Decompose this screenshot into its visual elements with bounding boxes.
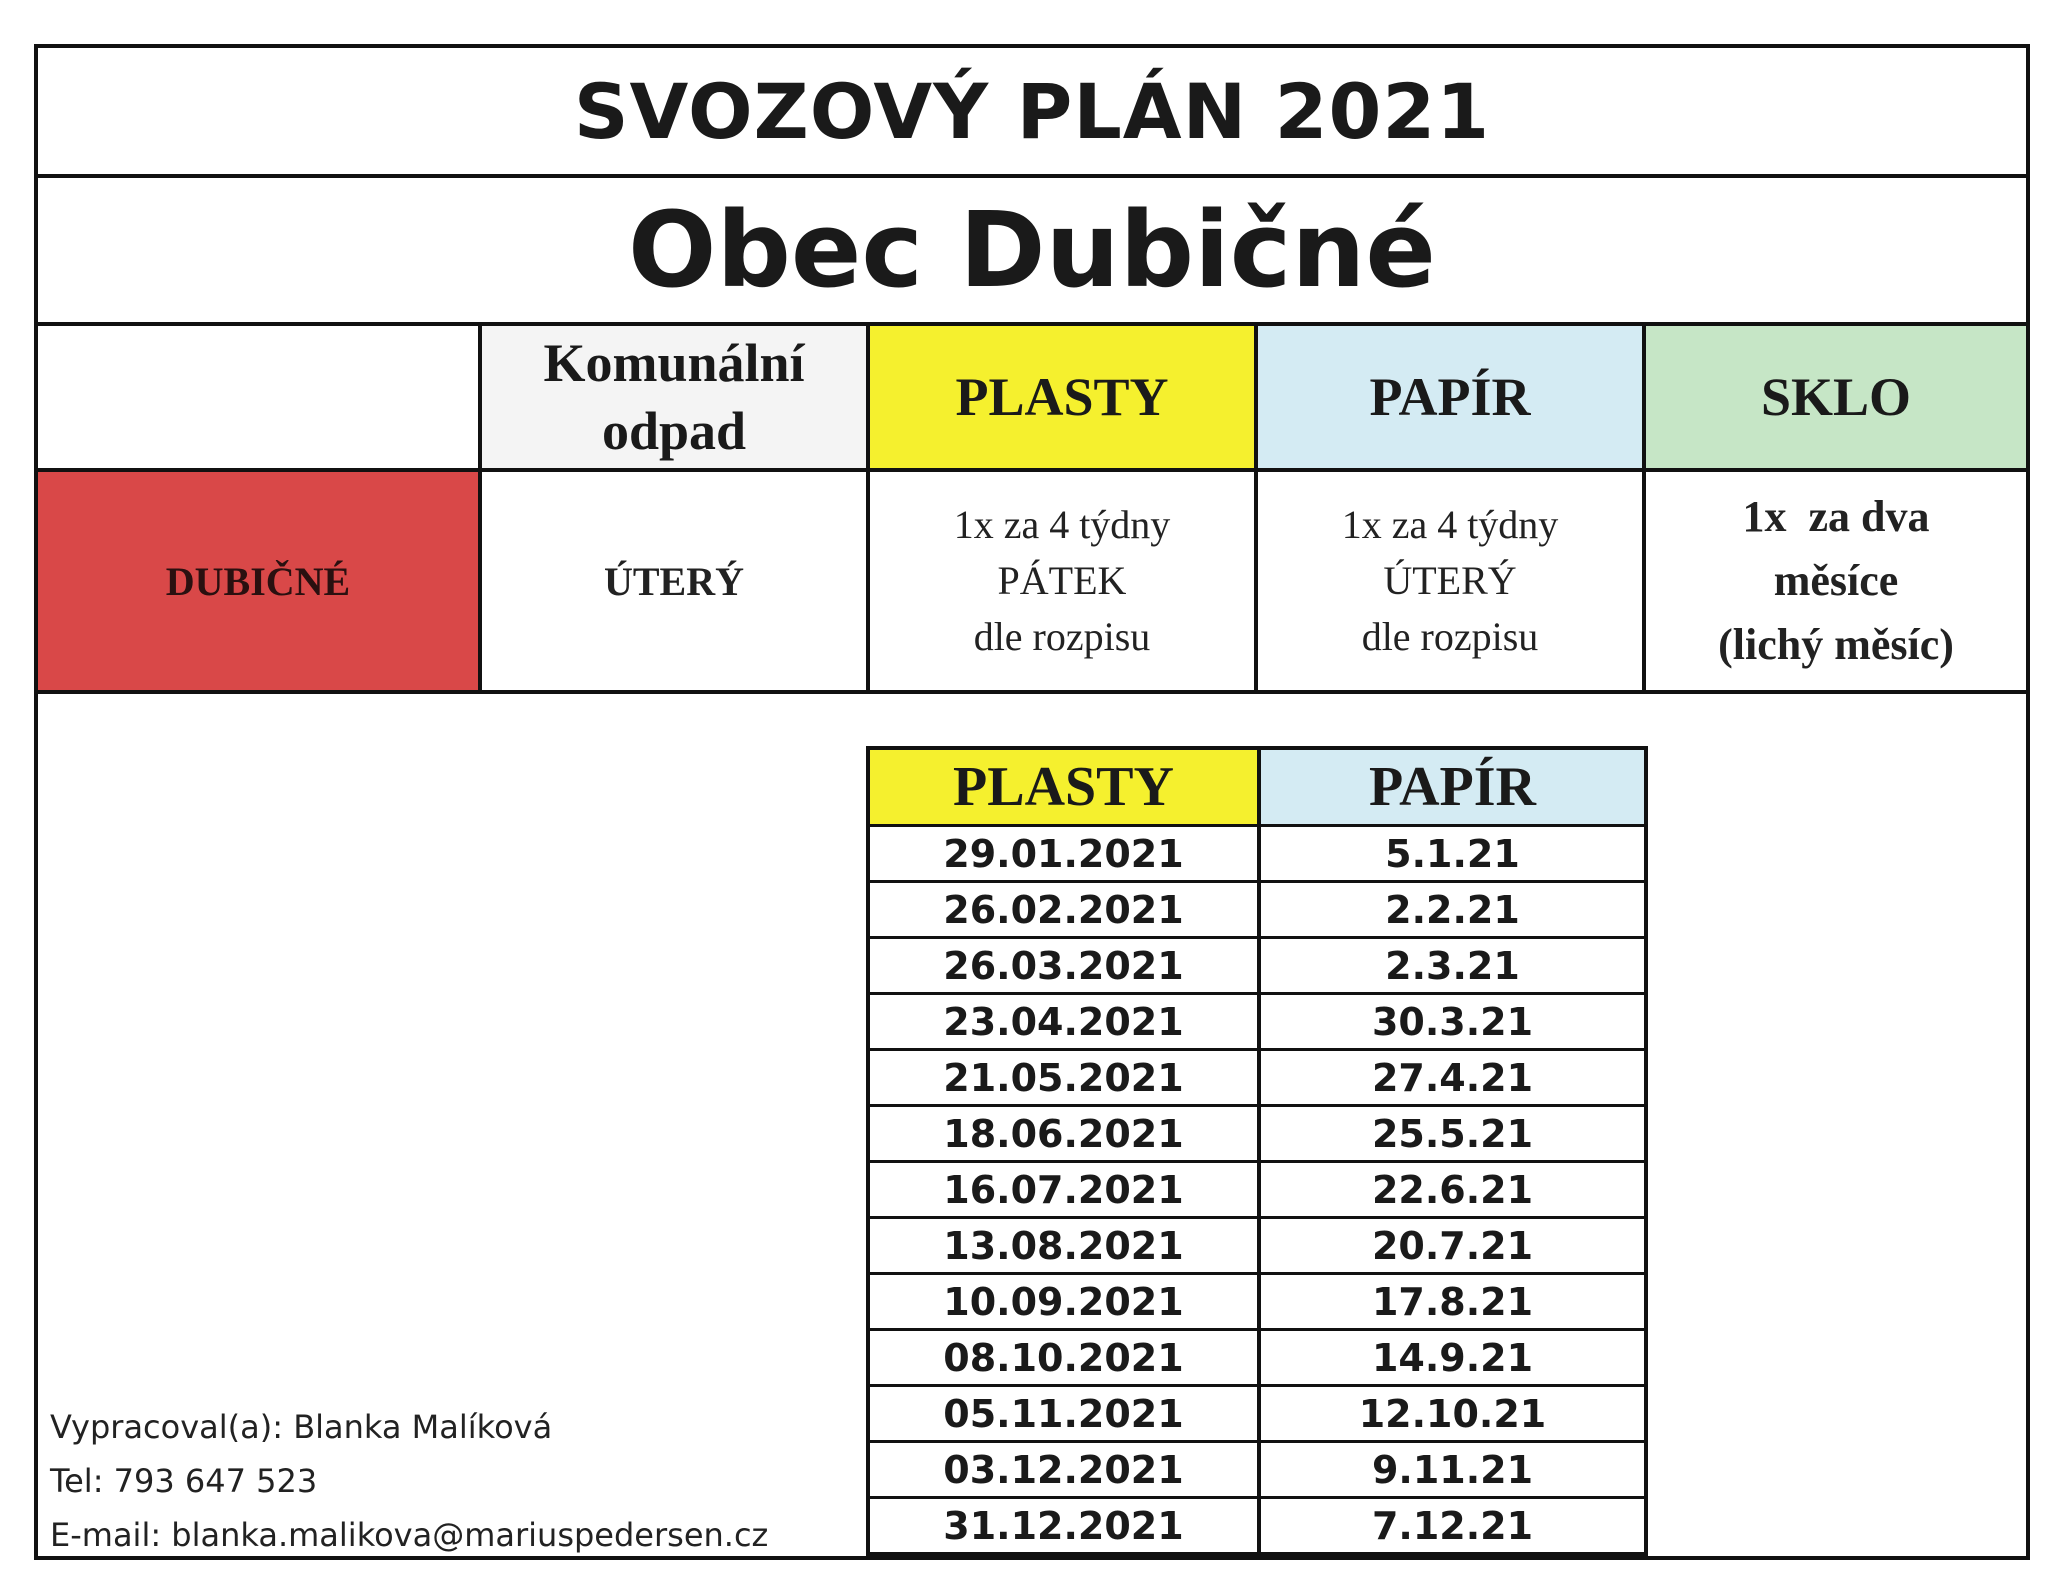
- komunalni-day: ÚTERÝ: [603, 558, 745, 604]
- papir-date: 30.3.21: [1257, 995, 1644, 1048]
- plasty-date: 21.05.2021: [943, 1055, 1184, 1100]
- table-row: [870, 1272, 1644, 1328]
- papir-date: 22.6.21: [1257, 1163, 1644, 1216]
- papir-frequency: [1258, 472, 1642, 690]
- papir-date: 2.2.21: [1257, 883, 1644, 936]
- plasty-date: 29.01.2021: [943, 831, 1184, 876]
- plasty-date: 26.03.2021: [943, 943, 1184, 988]
- table-row: [870, 824, 1644, 880]
- sklo-frequency: [1646, 472, 2026, 690]
- papir-date: 27.4.21: [1257, 1051, 1644, 1104]
- header-plasty: PLASTY: [870, 326, 1254, 468]
- plasty-date: 23.04.2021: [943, 999, 1184, 1044]
- footer-email: E-mail: blanka.malikova@mariuspedersen.cz: [50, 1516, 769, 1554]
- table-row: [870, 1328, 1644, 1384]
- divider: [1254, 326, 1258, 690]
- divider: [866, 326, 870, 690]
- schedule-header-plasty: PLASTY: [870, 750, 1257, 824]
- plasty-date: 05.11.2021: [943, 1391, 1184, 1436]
- plasty-date: 31.12.2021: [943, 1503, 1184, 1548]
- footer-phone: Tel: 793 647 523: [50, 1462, 318, 1500]
- papir-frequency-line1: 1x za 4 týdny: [1341, 502, 1559, 547]
- papir-date: 5.1.21: [1257, 827, 1644, 880]
- municipality-title: Obec Dubičné: [628, 189, 1436, 311]
- divider: [478, 326, 482, 690]
- header-sklo: SKLO: [1646, 326, 2026, 468]
- papir-date: 12.10.21: [1257, 1387, 1644, 1440]
- papir-frequency-line2: ÚTERÝ: [1383, 558, 1517, 603]
- papir-date: 17.8.21: [1257, 1275, 1644, 1328]
- schedule-header-row: [870, 750, 1644, 824]
- papir-date: 20.7.21: [1257, 1219, 1644, 1272]
- sklo-frequency-line2: měsíce: [1773, 556, 1899, 605]
- schedule-header-papir: PAPÍR: [1257, 750, 1644, 824]
- footer-author: Vypracoval(a): Blanka Malíková: [50, 1408, 553, 1446]
- table-row: [870, 1048, 1644, 1104]
- header-papir: PAPÍR: [1258, 326, 1642, 468]
- papir-date: 7.12.21: [1257, 1499, 1644, 1552]
- divider: [38, 690, 2026, 694]
- papir-date: 14.9.21: [1257, 1331, 1644, 1384]
- plasty-frequency-line1: 1x za 4 týdny: [953, 502, 1171, 547]
- plasty-frequency-line2: PÁTEK: [997, 558, 1127, 603]
- plasty-date: 18.06.2021: [943, 1111, 1184, 1156]
- table-row: [870, 936, 1644, 992]
- plasty-date: 13.08.2021: [943, 1223, 1184, 1268]
- table-row: [870, 1440, 1644, 1496]
- table-row: [870, 1104, 1644, 1160]
- table-row: [870, 1160, 1644, 1216]
- schedule-table: [866, 746, 1648, 1556]
- papir-date: 25.5.21: [1257, 1107, 1644, 1160]
- plasty-date: 26.02.2021: [943, 887, 1184, 932]
- papir-date: 9.11.21: [1257, 1443, 1644, 1496]
- header-komunalni: [482, 326, 866, 468]
- row-label-dubicne: DUBIČNÉ: [38, 472, 478, 690]
- plasty-date: 03.12.2021: [943, 1447, 1184, 1492]
- table-row: [870, 1384, 1644, 1440]
- header-komunalni-line1: Komunální: [543, 333, 805, 393]
- divider: [1642, 326, 1646, 690]
- sklo-frequency-line1: 1x za dva: [1742, 492, 1930, 541]
- sklo-frequency-line3: (lichý měsíc): [1718, 620, 1954, 669]
- plasty-date: 10.09.2021: [943, 1279, 1184, 1324]
- table-row: [870, 1216, 1644, 1272]
- table-row: [870, 880, 1644, 936]
- document-title: SVOZOVÝ PLÁN 2021: [573, 66, 1491, 156]
- plasty-date: 16.07.2021: [943, 1167, 1184, 1212]
- plasty-frequency: [870, 472, 1254, 690]
- plasty-date: 08.10.2021: [943, 1335, 1184, 1380]
- header-komunalni-line2: odpad: [601, 401, 747, 461]
- papir-frequency-line3: dle rozpisu: [1361, 614, 1539, 659]
- table-row: [870, 992, 1644, 1048]
- plasty-frequency-line3: dle rozpisu: [973, 614, 1151, 659]
- papir-date: 2.3.21: [1257, 939, 1644, 992]
- table-row: [870, 1496, 1644, 1552]
- summary-corner-cell: [38, 326, 478, 468]
